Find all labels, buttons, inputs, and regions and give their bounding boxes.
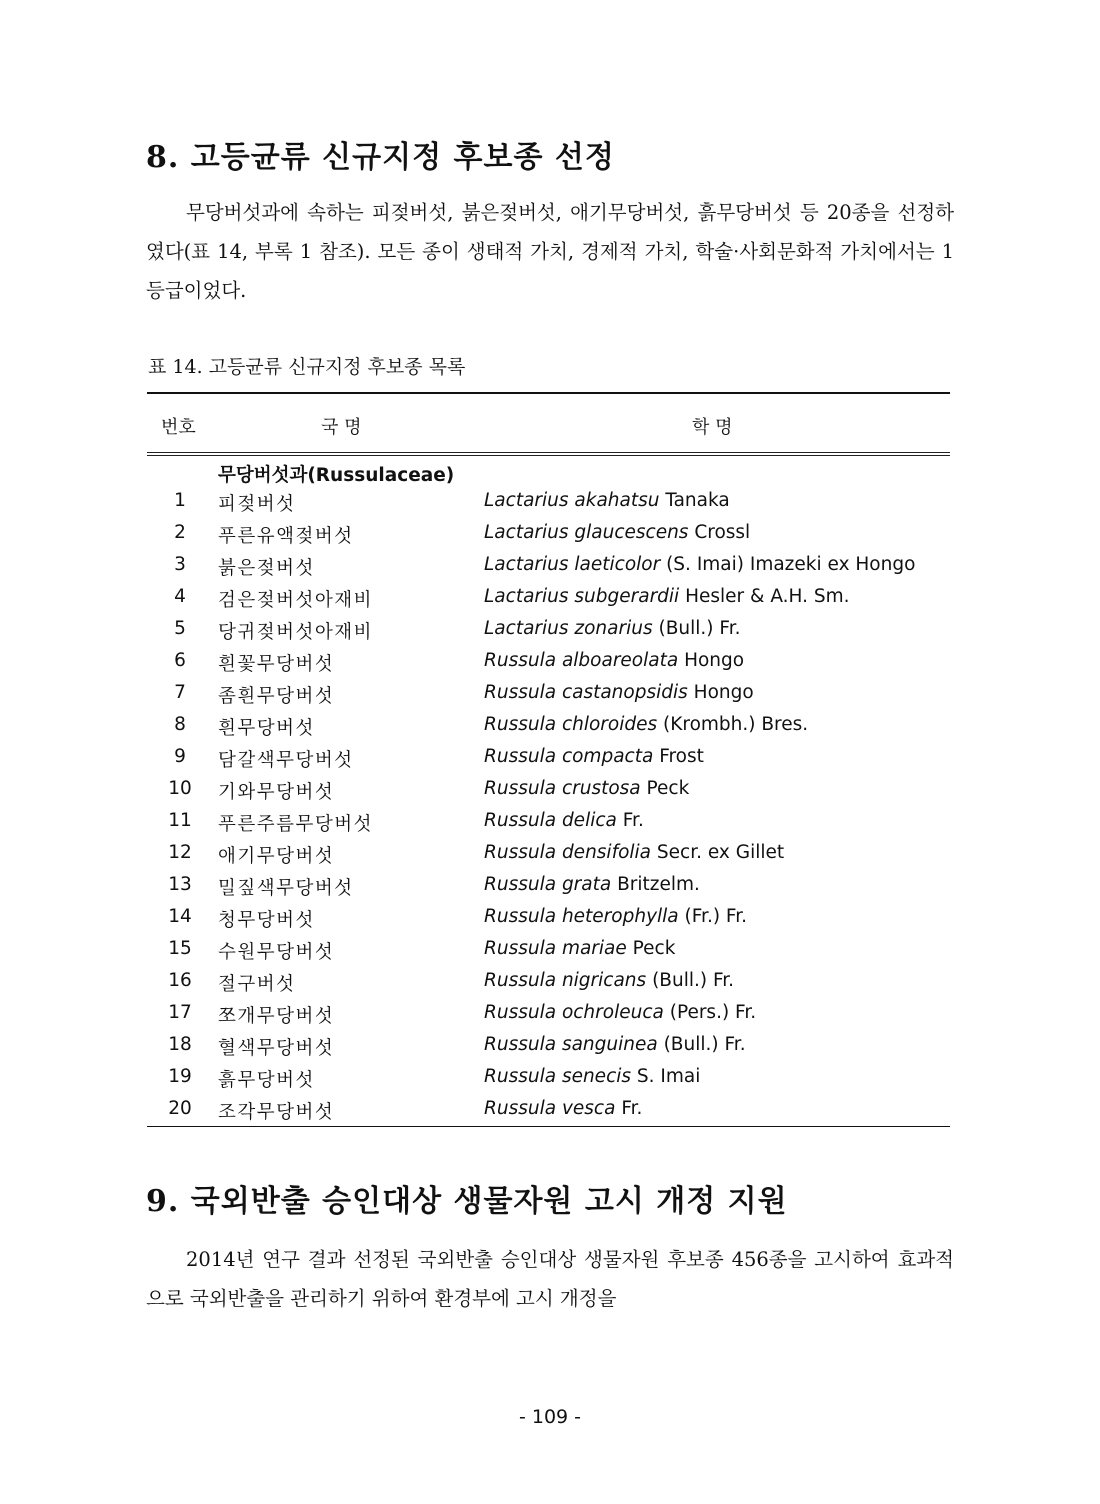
row-number: 11 <box>168 810 192 831</box>
table-header-rule <box>147 452 950 453</box>
section-9-paragraph <box>146 1240 954 1318</box>
korean-name: 조각무당버섯 <box>218 1102 335 1123</box>
table-row <box>147 998 950 1030</box>
author-citation: Hongo <box>684 650 745 671</box>
table-body <box>147 486 950 1126</box>
genus-species: Lactarius glaucescens <box>484 522 689 543</box>
genus-species: Russula crustosa <box>484 778 641 799</box>
scientific-name <box>484 938 675 959</box>
korean-name: 푸른주름무당버섯 <box>218 814 373 835</box>
row-number: 20 <box>168 1098 192 1119</box>
genus-species: Lactarius akahatsu <box>484 490 660 511</box>
korean-name: 절구버섯 <box>218 974 296 995</box>
genus-species: Russula ochroleuca <box>484 1002 664 1023</box>
scientific-name <box>484 1034 746 1055</box>
row-number: 8 <box>174 714 186 735</box>
genus-species: Russula mariae <box>484 938 627 959</box>
row-number: 12 <box>168 842 192 863</box>
korean-name: 흙무당버섯 <box>218 1070 315 1091</box>
genus-species: Russula grata <box>484 874 612 895</box>
scientific-name <box>484 810 644 831</box>
row-number: 10 <box>168 778 192 799</box>
scientific-name <box>484 618 740 639</box>
table-row <box>147 902 950 934</box>
section-8-paragraph-text: 무당버섯과에 속하는 피젖버섯, 붉은젖버섯, 애기무당버섯, 흙무당버섯 등 20종을 선정하였다(표 14, 부록 1 참조). 모든 종이 생태적 가치, 경제적 가치, 학술·사회문화적 가치에서는 1등급이었다. <box>146 201 954 302</box>
korean-name: 혈색무당버섯 <box>218 1038 335 1059</box>
genus-species: Russula vesca <box>484 1098 616 1119</box>
author-citation: Fr. <box>622 810 644 831</box>
korean-name: 붉은젖버섯 <box>218 558 315 579</box>
header-korean-name: 국 명 <box>321 417 362 438</box>
header-scientific-name: 학 명 <box>692 417 733 438</box>
scientific-name <box>484 522 750 543</box>
author-citation: Fr. <box>621 1098 643 1119</box>
family-row <box>147 456 950 486</box>
table-row <box>147 966 950 998</box>
korean-name: 기와무당버섯 <box>218 782 335 803</box>
korean-name: 피젖버섯 <box>218 494 296 515</box>
author-citation: Peck <box>632 938 676 959</box>
row-number: 6 <box>174 650 186 671</box>
section-8-paragraph <box>146 193 954 310</box>
page-number: - 109 - <box>518 1406 582 1428</box>
species-table <box>147 392 950 1127</box>
section-9-paragraph-text: 2014년 연구 결과 선정된 국외반출 승인대상 생물자원 후보종 456종을 고시하여 효과적으로 국외반출을 관리하기 위하여 환경부에 고시 개정을 <box>146 1248 954 1310</box>
korean-name: 수원무당버섯 <box>218 942 335 963</box>
author-citation: Crossl <box>694 522 751 543</box>
table-row <box>147 934 950 966</box>
family-name: 무당버섯과(Russulaceae) <box>218 465 455 486</box>
author-citation: (Bull.) Fr. <box>663 1034 746 1055</box>
genus-species: Russula castanopsidis <box>484 682 688 703</box>
table-row <box>147 806 950 838</box>
row-number: 3 <box>174 554 186 575</box>
scientific-name <box>484 714 808 735</box>
table-caption: 표 14. 고등균류 신규지정 후보종 목록 <box>148 356 466 378</box>
author-citation: (Krombh.) Bres. <box>663 714 809 735</box>
genus-species: Russula sanguinea <box>484 1034 658 1055</box>
table-row <box>147 614 950 646</box>
scientific-name <box>484 490 730 511</box>
table-row <box>147 518 950 550</box>
row-number: 14 <box>168 906 192 927</box>
author-citation: S. Imai <box>636 1066 701 1087</box>
genus-species: Russula densifolia <box>484 842 652 863</box>
table-row <box>147 838 950 870</box>
row-number: 19 <box>168 1066 192 1087</box>
korean-name: 쪼개무당버섯 <box>218 1006 335 1027</box>
scientific-name <box>484 906 747 927</box>
row-number: 15 <box>168 938 192 959</box>
korean-name: 당귀젖버섯아재비 <box>218 622 373 643</box>
author-citation: Tanaka <box>665 490 730 511</box>
korean-name: 흰무당버섯 <box>218 718 315 739</box>
row-number: 18 <box>168 1034 192 1055</box>
korean-name: 좀흰무당버섯 <box>218 686 335 707</box>
row-number: 13 <box>168 874 192 895</box>
genus-species: Russula compacta <box>484 746 654 767</box>
genus-species: Lactarius laeticolor <box>484 554 661 575</box>
korean-name: 애기무당버섯 <box>218 846 335 867</box>
author-citation: Frost <box>659 746 704 767</box>
table-row <box>147 710 950 742</box>
row-number: 5 <box>174 618 186 639</box>
scientific-name <box>484 650 744 671</box>
table-row <box>147 646 950 678</box>
table-row <box>147 774 950 806</box>
table-row <box>147 678 950 710</box>
genus-species: Russula senecis <box>484 1066 632 1087</box>
table-row <box>147 550 950 582</box>
author-citation: (Bull.) Fr. <box>658 618 741 639</box>
author-citation: (Fr.) Fr. <box>684 906 748 927</box>
scientific-name <box>484 1066 700 1087</box>
table-row <box>147 582 950 614</box>
korean-name: 푸른유액젖버섯 <box>218 526 354 547</box>
scientific-name <box>484 778 689 799</box>
korean-name: 검은젖버섯아재비 <box>218 590 373 611</box>
table-row <box>147 870 950 902</box>
author-citation: Hesler & A.H. Sm. <box>685 586 850 607</box>
korean-name: 청무당버섯 <box>218 910 315 931</box>
table-row <box>147 486 950 518</box>
scientific-name <box>484 842 784 863</box>
author-citation: (S. Imai) Imazeki ex Hongo <box>666 554 916 575</box>
scientific-name <box>484 586 850 607</box>
scientific-name <box>484 1002 756 1023</box>
row-number: 9 <box>174 746 186 767</box>
row-number: 2 <box>174 522 186 543</box>
author-citation: Secr. ex Gillet <box>656 842 785 863</box>
scientific-name <box>484 970 734 991</box>
scientific-name <box>484 874 700 895</box>
korean-name: 흰꽃무당버섯 <box>218 654 335 675</box>
genus-species: Lactarius subgerardii <box>484 586 680 607</box>
scientific-name <box>484 746 704 767</box>
author-citation: Britzelm. <box>617 874 700 895</box>
genus-species: Russula chloroides <box>484 714 658 735</box>
genus-species: Russula heterophylla <box>484 906 679 927</box>
section-9-heading: 9. 국외반출 승인대상 생물자원 고시 개정 지원 <box>146 1184 788 1219</box>
author-citation: (Bull.) Fr. <box>652 970 735 991</box>
table-row <box>147 1030 950 1062</box>
genus-species: Russula alboareolata <box>484 650 679 671</box>
row-number: 4 <box>174 586 186 607</box>
genus-species: Russula delica <box>484 810 617 831</box>
row-number: 1 <box>174 490 186 511</box>
genus-species: Russula nigricans <box>484 970 647 991</box>
header-num: 번호 <box>161 417 196 438</box>
scientific-name <box>484 554 915 575</box>
table-row <box>147 742 950 774</box>
author-citation: (Pers.) Fr. <box>669 1002 757 1023</box>
row-number: 7 <box>174 682 186 703</box>
table-row <box>147 1062 950 1094</box>
table-bottom-rule <box>147 1126 950 1127</box>
table-row <box>147 1094 950 1126</box>
genus-species: Lactarius zonarius <box>484 618 653 639</box>
author-citation: Peck <box>646 778 690 799</box>
scientific-name <box>484 1098 642 1119</box>
author-citation: Hongo <box>693 682 754 703</box>
row-number: 16 <box>168 970 192 991</box>
korean-name: 밀짚색무당버섯 <box>218 878 354 899</box>
row-number: 17 <box>168 1002 192 1023</box>
scientific-name <box>484 682 754 703</box>
korean-name: 담갈색무당버섯 <box>218 750 354 771</box>
table-header-row <box>147 394 950 452</box>
section-8-heading: 8. 고등균류 신규지정 후보종 선정 <box>146 140 615 175</box>
